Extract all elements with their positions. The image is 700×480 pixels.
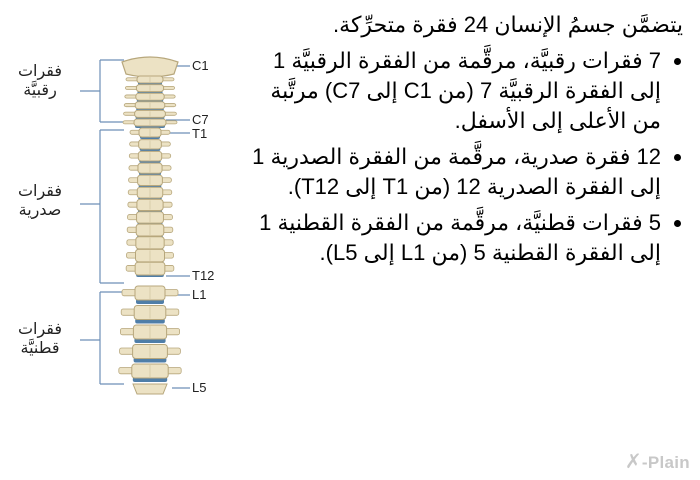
l1-label: L1 <box>192 287 207 302</box>
l5-label: L5 <box>192 380 207 395</box>
atlas-vertebra <box>122 57 178 77</box>
bullet-text: 5 فقرات قطنيَّة، مرقَّمة من الفقرة القطنية 1 إلى الفقرة القطنية 5 (من L1 إلى L5). <box>259 210 661 265</box>
bullet-item-cervical <box>248 46 683 136</box>
bullet-item-lumbar <box>248 208 683 268</box>
text-content <box>248 10 683 274</box>
spine-illustration <box>0 48 240 420</box>
c7-label: C7 <box>192 112 209 127</box>
lumbar-region-label: فقرات قطنيَّة <box>17 321 63 357</box>
watermark-logo: ✗-Plain <box>624 451 690 473</box>
intro-text: يتضمَّن جسمُ الإنسان 24 فقرة متحرِّكة. <box>333 12 683 37</box>
spine-drawing <box>0 48 240 420</box>
bullet-list <box>248 46 683 268</box>
bullet-dot <box>674 154 681 161</box>
bullet-dot <box>674 220 681 227</box>
bullet-item-thoracic <box>248 142 683 202</box>
bullet-dot <box>674 58 681 65</box>
cervical-region-label: فقرات رقبيَّة <box>17 63 63 99</box>
bullet-text: 12 فقرة صدرية، مرقَّمة من الفقرة الصدرية 1 إلى الفقرة الصدرية 12 (من T1 إلى T12). <box>252 144 661 199</box>
t1-label: T1 <box>192 126 208 141</box>
bullet-text: 7 فقرات رقبيَّة، مرقَّمة من الفقرة الرقبيَّة 1 إلى الفقرة الرقبيَّة 7 (من C1 إلى C7) مرتَّبة من الأعلى إلى الأسفل. <box>270 48 661 133</box>
c1-label: C1 <box>192 58 209 73</box>
t12-label: T12 <box>192 268 215 283</box>
sacrum-top <box>133 384 167 394</box>
thoracic-region-label: فقرات صدرية <box>17 183 63 219</box>
